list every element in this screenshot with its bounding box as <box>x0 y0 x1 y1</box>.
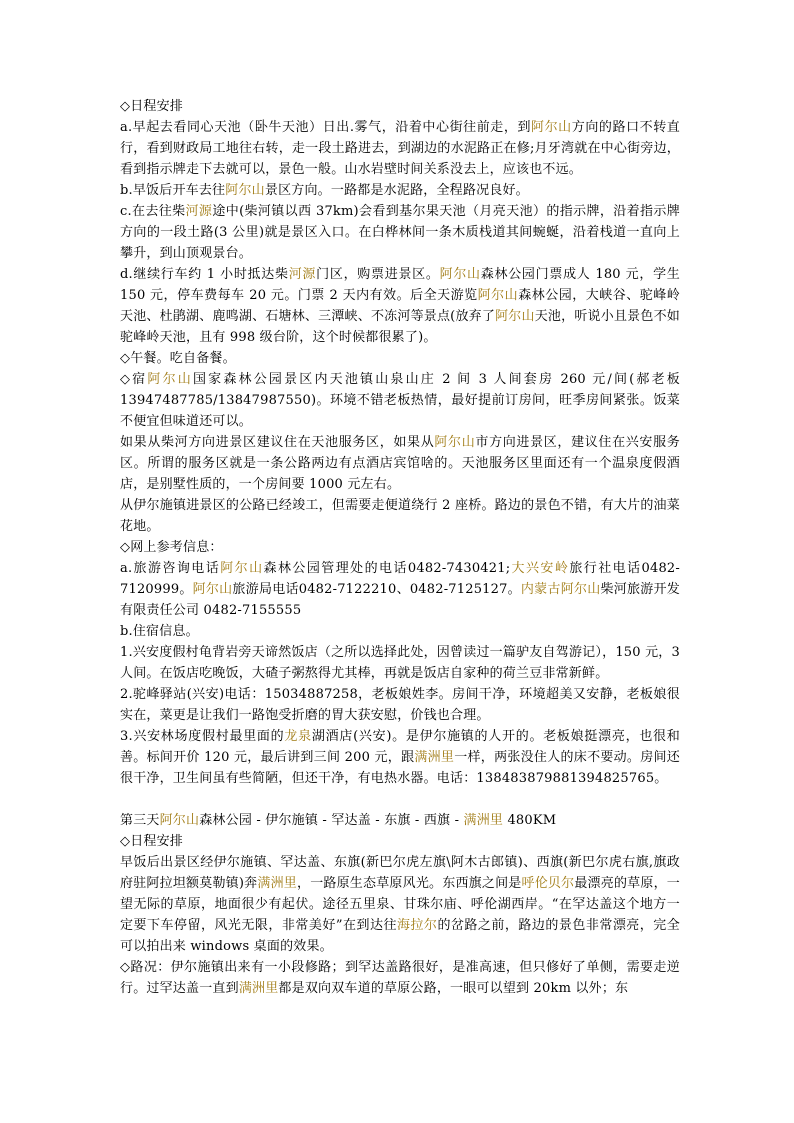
highlighted-place-name: 满洲里 <box>463 813 504 828</box>
highlighted-place-name: 阿尔山 <box>434 435 476 450</box>
text-run: ◇日程安排 <box>120 834 183 849</box>
paragraph <box>120 537 680 558</box>
text-run: b.住宿信息。 <box>120 624 199 639</box>
highlighted-place-name: 满洲里 <box>414 750 455 765</box>
text-run: ◇宿 <box>120 372 148 387</box>
highlighted-place-name: 河源 <box>288 267 317 282</box>
paragraph <box>120 117 680 180</box>
text-run: 旅游局电话0482-7122210、0482-7125127。 <box>232 582 521 597</box>
text-run: 第三天 <box>120 813 160 828</box>
highlighted-place-name: 阿尔山 <box>225 183 265 198</box>
text-run: ，一路原生态草原风光。东西旗之间是 <box>296 876 522 891</box>
highlighted-place-name: 阿尔山 <box>439 267 481 282</box>
text-run: d.继续行车约 1 小时抵达柴 <box>120 267 289 282</box>
text-run: 天池，听说小且景色不如驼峰岭天池，且有 998 级台阶，这个时候都很累了)。 <box>120 309 680 345</box>
text-run: ◇路况：伊尔施镇出来有一小段修路；到罕达盖路很好，是准高速，但只修好了单侧，需要走逆行。过罕达盖一直到 <box>120 960 680 996</box>
text-run: 2.驼峰驿站(兴安)电话：15034887258，老板娘姓李。房间干净，环境超美又安静，老板娘很实在，菜更是让我们一路饱受折磨的胃大获安慰，价钱也合理。 <box>120 687 680 723</box>
paragraph <box>120 852 680 957</box>
paragraph <box>120 726 680 789</box>
highlighted-place-name: 阿尔山 <box>192 582 233 597</box>
text-run: 3.兴安林场度假村最里面的 <box>120 729 285 744</box>
highlighted-place-name: 满洲里 <box>257 876 297 891</box>
highlighted-place-name: 大兴安岭 <box>510 561 570 576</box>
highlighted-place-name: 满洲里 <box>238 981 279 996</box>
text-run: 柴河旅游开发有限责任公司 0482-7155555 <box>120 582 681 618</box>
text-run: 如果从柴河方向进景区建议住在天池服务区，如果从 <box>120 435 435 450</box>
text-run: 从伊尔施镇进景区的公路已经竣工，但需要走便道绕行 2 座桥。路边的景色不错，有大片的油菜花地。 <box>120 498 680 534</box>
paragraph <box>120 495 680 537</box>
text-run: a.早起去看同心天池（卧牛天池）日出.雾气，沿着中心街往前走，到 <box>120 120 532 135</box>
highlighted-place-name: 呼伦贝尔 <box>521 876 575 891</box>
text-run: 最漂亮的草原，一望无际的草原，地面很少有起伏。途径五里泉、甘珠尔庙、呼伦湖西岸。“在罕达盖这个地方一定要下车停留，风光无限，非常美好”在到达往 <box>120 876 680 933</box>
text-run: 旅行社电话0482-7120999。 <box>120 561 680 597</box>
paragraph <box>120 831 680 852</box>
text-run: 门区，购票进景区。 <box>316 267 440 282</box>
highlighted-place-name: 阿尔山 <box>531 120 572 135</box>
highlighted-place-name: 海拉尔 <box>396 918 438 933</box>
text-run: 一样，两张没住人的床不要动。房间还很干净，卫生间虽有些简陋，但还干净，有电热水器。电话：138483879881394825765。 <box>120 750 680 786</box>
text-run: 森林公园管理处的电话0482-7430421; <box>263 561 511 576</box>
paragraph <box>120 621 680 642</box>
highlighted-place-name: 阿尔山 <box>477 288 519 303</box>
paragraph <box>120 810 680 831</box>
text-run: 480KM <box>503 813 557 828</box>
text-run: 的岔路之前，路边的景色非常漂亮，完全可以拍出来 windows 桌面的效果。 <box>120 918 680 954</box>
highlighted-place-name: 内蒙古阿尔山 <box>520 582 601 597</box>
highlighted-place-name: 阿尔山 <box>159 813 200 828</box>
text-run: 市方向进景区，建议住在兴安服务区。所谓的服务区就是一条公路两边有点酒店宾馆啥的。天池服务区里面还有一个温泉度假酒店，是别墅性质的，一个房间要 1000 元左右。 <box>120 435 680 492</box>
text-run: 湖酒店(兴安)。是伊尔施镇的人开的。老板娘挺漂亮，也很和善。标间开价 120 元，最后讲到三间 200 元，跟 <box>120 729 680 765</box>
highlighted-place-name: 阿尔山 <box>220 561 264 576</box>
paragraph <box>120 432 680 495</box>
text-run: 国家森林公园景区内天池镇山泉山庄 2 间 3 人间套房 260 元/间(郝老板 13947487785/13847987550)。环境不错老板热情，最好提前订房间，旺季房间紧张。饭菜不便宜但味道还可以。 <box>120 372 681 429</box>
paragraph <box>120 96 680 117</box>
highlighted-place-name: 阿尔山 <box>495 309 535 324</box>
paragraph <box>120 348 680 369</box>
text-run: c.在去往柴 <box>120 204 186 219</box>
text-run: 1.兴安度假村龟背岩旁天谛然饭店（之所以选择此处，因曾读过一篇驴友自驾游记），150 元，3 人间。在饭店吃晚饭，大碴子粥熬得尤其棒，再就是饭店自家种的荷兰豆非常新鲜。 <box>120 645 680 681</box>
paragraph <box>120 369 680 432</box>
paragraph <box>120 558 680 621</box>
text-run: ◇日程安排 <box>120 99 183 114</box>
text-run: a.旅游咨询电话 <box>120 561 221 576</box>
text-run: 森林公园 - 伊尔施镇 - 罕达盖 - 东旗 - 西旗 - <box>199 813 464 828</box>
paragraph <box>120 684 680 726</box>
text-run: 森林公园门票成人 180 元，学生 150 元，停车费每车 20 元。门票 2 天内有效。后全天游览 <box>120 267 680 303</box>
text-run: 方向的路口不转直行，看到财政局工地往右转，走一段土路进去，到湖边的水泥路正在修;月牙湾就在中心街旁边，看到指示牌走下去就可以，景色一般。山水岩壁时间关系没去上，应该也不远。 <box>120 120 680 177</box>
highlighted-place-name: 阿尔山 <box>147 372 193 387</box>
text-run: b.早饭后开车去往 <box>120 183 226 198</box>
text-run: ◇午餐。吃自备餐。 <box>120 351 236 366</box>
paragraph <box>120 264 680 348</box>
text-run: 都是双向双车道的草原公路，一眼可以望到 20km 以外；东 <box>278 981 629 996</box>
paragraph <box>120 642 680 684</box>
paragraph-spacer <box>120 789 680 810</box>
paragraph <box>120 180 680 201</box>
text-run: 途中(柴河镇以西 37km)会看到基尔果天池（月亮天池）的指示牌，沿着指示牌方向的一段土路(3 公里)就是景区入口。在白桦林间一条木质栈道其间蜿蜒，沿着栈道一直向上攀升，到山顶观景台。 <box>120 204 680 261</box>
paragraph <box>120 957 680 999</box>
highlighted-place-name: 河源 <box>185 204 213 219</box>
highlighted-place-name: 龙泉 <box>284 729 312 744</box>
text-run: 森林公园，大峡谷、驼峰岭天池、杜鹃湖、鹿鸣湖、石塘林、三潭峡、不冻河等景点(放弃了 <box>120 288 680 324</box>
text-run: 景区方向。一路都是水泥路，全程路况良好。 <box>264 183 529 198</box>
paragraph <box>120 201 680 264</box>
text-run: 早饭后出景区经伊尔施镇、罕达盖、东旗(新巴尔虎左旗\阿木古郎镇)、西旗(新巴尔虎右旗,旗政府驻阿拉坦额莫勒镇)奔 <box>120 855 680 891</box>
text-run: ◇网上参考信息： <box>120 540 223 555</box>
document-body <box>120 96 680 999</box>
